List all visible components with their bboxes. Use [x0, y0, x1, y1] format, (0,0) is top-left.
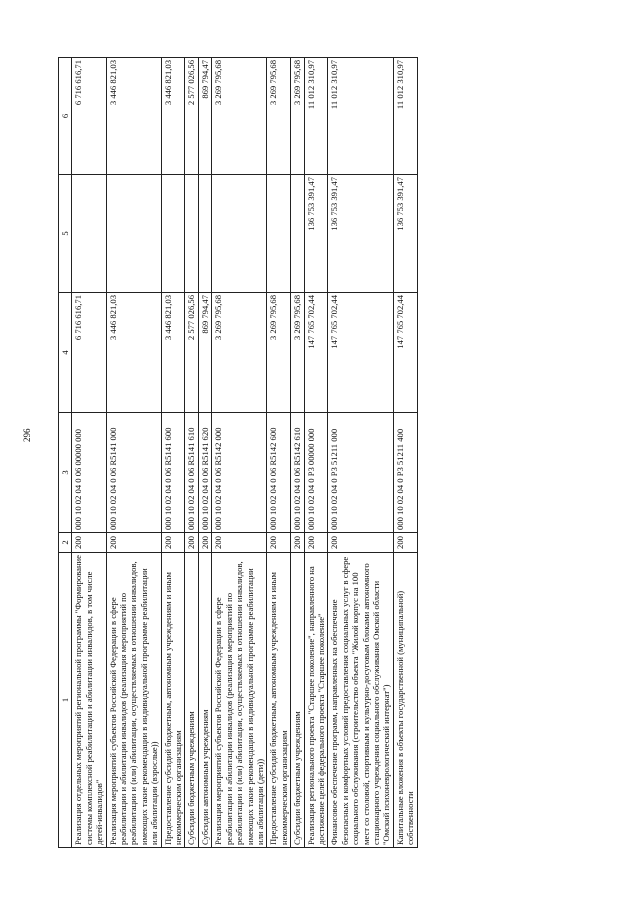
- row-kbk-cell: 000 10 02 04 0 06 R5142 610: [291, 413, 304, 533]
- row-amount-cell: [267, 175, 291, 293]
- table-row: [304, 58, 328, 848]
- header-cell: 2: [59, 533, 72, 553]
- row-amount-cell: [291, 175, 304, 293]
- row-amount-cell: 3 269 795,68: [212, 293, 267, 413]
- header-cell: 1: [59, 553, 72, 848]
- row-name-cell: Субсидии автономным учреждениям: [198, 553, 211, 848]
- row-code-cell: 200: [393, 533, 417, 553]
- row-amount-cell: 147 765 702,44: [328, 293, 393, 413]
- row-amount-cell: 3 269 795,68: [212, 58, 267, 175]
- row-name-cell: Предоставление субсидий бюджетным, автономным учреждениям и иным некоммерческим организациям: [161, 553, 185, 848]
- row-amount-cell: 147 765 702,44: [304, 293, 328, 413]
- row-amount-cell: 6 716 616,71: [72, 293, 106, 413]
- rotated-page: [58, 58, 528, 848]
- row-amount-cell: 3 446 821,03: [161, 293, 185, 413]
- row-name-cell: Финансовое обеспечение программ, направленных на обеспечение безопасных и комфортных условий предоставления социальных услуг в сфере социального обслуживания (строительство объекта "Жилой корпус на 100 мест со столовой, спортивным и культурно-досуговым блоками автономного стационарного учреждения социального обслуживания Омской области "Омский психоневрологический интернат"): [328, 553, 393, 848]
- table-row: [328, 58, 393, 848]
- row-kbk-cell: 000 10 02 04 0 06 R5142 600: [267, 413, 291, 533]
- row-amount-cell: 3 446 821,03: [161, 58, 185, 175]
- row-name-cell: Реализация отдельных мероприятий региональной программы "Формирование системы комплексной реабилитации и абилитации инвалидов, в том числе детей-инвалидов": [72, 553, 106, 848]
- row-kbk-cell: 000 10 02 04 0 06 R5141 610: [185, 413, 198, 533]
- table-row: [393, 58, 417, 848]
- header-cell: 4: [59, 293, 72, 413]
- row-amount-cell: 11 012 310,97: [304, 58, 328, 175]
- row-amount-cell: 136 753 391,47: [304, 175, 328, 293]
- row-kbk-cell: 000 10 02 04 0 06 R5141 620: [198, 413, 211, 533]
- table-row: [212, 58, 267, 848]
- header-cell: 5: [59, 175, 72, 293]
- row-amount-cell: 6 716 616,71: [72, 58, 106, 175]
- table-row: [185, 58, 198, 848]
- row-amount-cell: 2 577 026,56: [185, 58, 198, 175]
- row-amount-cell: 3 446 821,03: [106, 58, 161, 175]
- row-amount-cell: 3 269 795,68: [291, 58, 304, 175]
- row-amount-cell: 3 269 795,68: [267, 58, 291, 175]
- header-row: [59, 58, 72, 848]
- row-name-cell: Предоставление субсидий бюджетным, автономным учреждениям и иным некоммерческим организациям: [267, 553, 291, 848]
- row-name-cell: Реализация регионального проекта "Старшее поколение", направленного на достижение целей федерального проекта "Старшее поколение": [304, 553, 328, 848]
- table-row: [198, 58, 211, 848]
- row-amount-cell: 147 765 702,44: [393, 293, 417, 413]
- row-amount-cell: [198, 175, 211, 293]
- budget-table: [58, 57, 418, 848]
- row-amount-cell: 3 269 795,68: [291, 293, 304, 413]
- row-amount-cell: [72, 175, 106, 293]
- row-amount-cell: 869 794,47: [198, 293, 211, 413]
- row-amount-cell: [212, 175, 267, 293]
- row-code-cell: 200: [198, 533, 211, 553]
- row-kbk-cell: 000 10 02 04 0 06 R5141 600: [161, 413, 185, 533]
- table-row: [161, 58, 185, 848]
- row-kbk-cell: 000 10 02 04 0 06 R5141 000: [106, 413, 161, 533]
- row-amount-cell: 869 794,47: [198, 58, 211, 175]
- row-amount-cell: 3 446 821,03: [106, 293, 161, 413]
- table-row: [106, 58, 161, 848]
- table-row: [72, 58, 106, 848]
- row-code-cell: 200: [185, 533, 198, 553]
- row-code-cell: 200: [161, 533, 185, 553]
- row-kbk-cell: 000 10 02 04 0 P3 51211 000: [328, 413, 393, 533]
- row-code-cell: 200: [212, 533, 267, 553]
- row-code-cell: 200: [267, 533, 291, 553]
- header-cell: 3: [59, 413, 72, 533]
- page-number: 296: [22, 428, 32, 442]
- row-code-cell: 200: [328, 533, 393, 553]
- row-amount-cell: 11 012 310,97: [393, 58, 417, 175]
- row-name-cell: Субсидии бюджетным учреждениям: [185, 553, 198, 848]
- row-amount-cell: [106, 175, 161, 293]
- header-cell: 6: [59, 58, 72, 175]
- row-name-cell: Капитальные вложения в объекты государственной (муниципальной) собственности: [393, 553, 417, 848]
- row-code-cell: 200: [72, 533, 106, 553]
- row-kbk-cell: 000 10 02 04 0 P3 00000 000: [304, 413, 328, 533]
- table-row: [267, 58, 291, 848]
- row-amount-cell: 136 753 391,47: [393, 175, 417, 293]
- row-kbk-cell: 000 10 02 04 0 P3 51211 400: [393, 413, 417, 533]
- row-code-cell: 200: [106, 533, 161, 553]
- row-amount-cell: [185, 175, 198, 293]
- row-amount-cell: 136 753 391,47: [328, 175, 393, 293]
- row-code-cell: 200: [304, 533, 328, 553]
- row-kbk-cell: 000 10 02 04 0 06 R5142 000: [212, 413, 267, 533]
- table-row: [291, 58, 304, 848]
- row-name-cell: Субсидии бюджетным учреждениям: [291, 553, 304, 848]
- row-name-cell: Реализация мероприятий субъектов Российской Федерации в сфере реабилитации и абилитации инвалидов (реализация мероприятий по реабилитации и (или) абилитации, осуществляемых в отношении инвалидов, имеющих такие рекомендации в индивидуальной программе реабилитации или абилитации (взрослые)): [106, 553, 161, 848]
- row-amount-cell: [161, 175, 185, 293]
- row-code-cell: 200: [291, 533, 304, 553]
- row-kbk-cell: 000 10 02 04 0 06 00000 000: [72, 413, 106, 533]
- row-amount-cell: 2 577 026,56: [185, 293, 198, 413]
- row-amount-cell: 3 269 795,68: [267, 293, 291, 413]
- row-name-cell: Реализация мероприятий субъектов Российской Федерации в сфере реабилитации и абилитации инвалидов (реализация мероприятий по реабилитации и (или) абилитации, осуществляемых в отношении инвалидов, имеющих такие рекомендации в индивидуальной программе реабилитации или абилитации (дети)): [212, 553, 267, 848]
- row-amount-cell: 11 012 310,97: [328, 58, 393, 175]
